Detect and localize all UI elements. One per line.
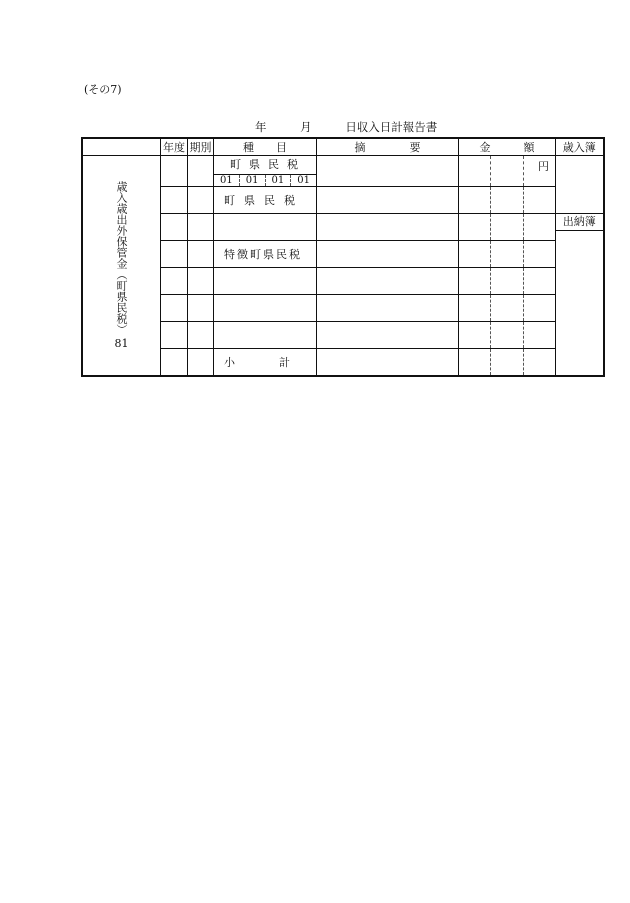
cell-year[interactable]	[161, 268, 188, 295]
cell-kind	[214, 349, 317, 377]
code-box	[214, 174, 316, 186]
cell-amount[interactable]	[459, 268, 556, 295]
header-period: 期別	[188, 138, 214, 156]
cell-year[interactable]	[161, 349, 188, 377]
title-name: 日収入日計報告書	[345, 120, 438, 134]
table-row	[82, 322, 604, 349]
book-in-cell[interactable]	[556, 156, 604, 214]
book-out-cell	[556, 214, 604, 377]
table-row	[82, 268, 604, 295]
cell-kind[interactable]	[214, 268, 317, 295]
cell-summary[interactable]	[317, 214, 459, 241]
cell-year[interactable]	[161, 156, 188, 187]
cell-period[interactable]	[188, 349, 214, 377]
cell-kind	[214, 156, 317, 187]
cell-summary[interactable]	[317, 349, 459, 377]
header-kind: 種 目	[214, 138, 317, 156]
form-number: (その7)	[84, 83, 122, 96]
cell-year[interactable]	[161, 187, 188, 214]
table-row	[82, 349, 604, 377]
header-row	[82, 138, 604, 156]
table-row	[82, 156, 604, 187]
cell-amount[interactable]	[459, 295, 556, 322]
cell-year[interactable]	[161, 322, 188, 349]
cell-period[interactable]	[188, 268, 214, 295]
cell-period[interactable]	[188, 241, 214, 268]
cell-summary[interactable]	[317, 268, 459, 295]
cell-kind	[214, 241, 317, 268]
cell-kind[interactable]	[214, 214, 317, 241]
code-digit: 01	[266, 175, 292, 186]
cell-year[interactable]	[161, 214, 188, 241]
cell-summary[interactable]	[317, 322, 459, 349]
cell-summary[interactable]	[317, 187, 459, 214]
table-row	[82, 241, 604, 268]
cell-period[interactable]	[188, 187, 214, 214]
cell-amount[interactable]	[459, 322, 556, 349]
book-out-label: 出納簿	[556, 214, 603, 231]
code-digit: 01	[214, 175, 240, 186]
header-amount: 金 額	[459, 138, 556, 156]
yen-unit: 円	[538, 160, 549, 173]
cell-period[interactable]	[188, 156, 214, 187]
cell-kind[interactable]	[214, 322, 317, 349]
header-blank	[82, 138, 161, 156]
header-year: 年度	[161, 138, 188, 156]
cell-amount[interactable]	[459, 187, 556, 214]
ledger-table	[81, 137, 605, 377]
side-label-cell	[82, 156, 161, 377]
kind-label: 町県民税	[224, 194, 304, 207]
cell-year[interactable]	[161, 295, 188, 322]
table-row	[82, 187, 604, 214]
header-book-in: 歳入簿	[556, 138, 604, 156]
cell-amount[interactable]	[459, 156, 556, 187]
cell-summary[interactable]	[317, 295, 459, 322]
cell-period[interactable]	[188, 214, 214, 241]
cell-period[interactable]	[188, 295, 214, 322]
page-title	[255, 119, 437, 135]
cell-amount[interactable]	[459, 349, 556, 377]
cell-year[interactable]	[161, 241, 188, 268]
title-month: 月	[300, 120, 312, 134]
cell-summary[interactable]	[317, 241, 459, 268]
cell-kind[interactable]	[214, 295, 317, 322]
kind-label: 特徴町県民税	[224, 248, 302, 261]
side-label: 歳入歳出外保管金（町県民税）	[115, 181, 128, 335]
code-digit: 01	[297, 175, 310, 186]
cell-summary[interactable]	[317, 156, 459, 187]
kind-label: 町県民税	[230, 158, 306, 171]
header-summary: 摘 要	[317, 138, 459, 156]
cell-kind	[214, 187, 317, 214]
code-digit: 01	[240, 175, 266, 186]
subtotal-label: 小 計	[224, 356, 290, 369]
cell-period[interactable]	[188, 322, 214, 349]
side-label-number: 81	[114, 337, 129, 350]
cell-amount[interactable]	[459, 214, 556, 241]
title-year: 年	[255, 120, 267, 134]
cell-amount[interactable]	[459, 241, 556, 268]
table-row	[82, 214, 604, 241]
table-row	[82, 295, 604, 322]
